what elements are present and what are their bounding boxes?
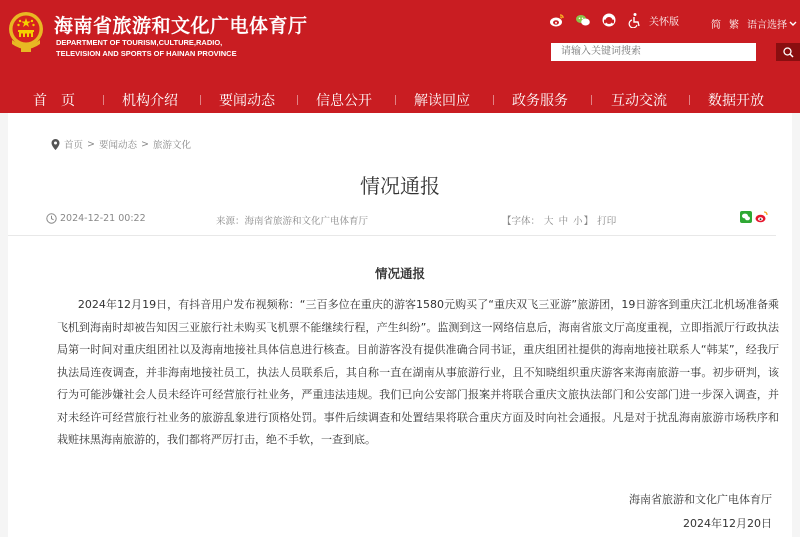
- nav-item-info-disclosure[interactable]: 信息公开: [316, 93, 372, 109]
- nav-divider: [297, 95, 298, 105]
- breadcrumb-news[interactable]: 要闻动态: [98, 140, 137, 151]
- share-buttons: [740, 211, 768, 223]
- article-meta: [36, 213, 786, 233]
- search-icon: [783, 47, 794, 58]
- nav-item-interpretation[interactable]: 解读回应: [414, 93, 470, 109]
- search-input[interactable]: [551, 43, 756, 61]
- font-medium-button[interactable]: 中: [558, 216, 569, 227]
- clock-icon: [46, 213, 57, 224]
- nav-item-open-data[interactable]: 数据开放: [708, 93, 764, 109]
- nav-divider: [200, 95, 201, 105]
- font-size-controls: [502, 213, 617, 227]
- font-large-button[interactable]: 大: [544, 216, 554, 227]
- main-nav: [0, 86, 800, 113]
- breadcrumb-home[interactable]: 首页: [64, 140, 84, 151]
- nav-item-about[interactable]: 机构介绍: [122, 93, 178, 109]
- top-icon-bar: [549, 12, 679, 28]
- nav-divider: [103, 95, 104, 105]
- site-subtitle-line1: DEPARTMENT OF TOURISM,CULTURE,RADIO,: [56, 38, 223, 47]
- article-heading: 情况通报: [374, 266, 425, 281]
- font-label-open: 【字体：: [502, 216, 541, 227]
- nav-item-news[interactable]: 要闻动态: [219, 93, 275, 109]
- accessibility-icon[interactable]: [627, 12, 643, 28]
- article-body: 2024年12月19日，有抖音用户发布视频称：“三百多位在重庆的游客1580元购买了“重庆双飞三亚游”旅游团，19日游客到重庆江北机场准备乘飞机到海南时却被告知因三亚旅行社未购买飞机票不能继续行程，产生纠纷”。监测到这一网络信息后，海南省旅文厅高度重视，立即指派厅行政执法局第一时间对重庆组团社以及海南地接社具体信息进行核查。目前游客没有提供准确合同书证，重庆组团社提供的海南地接社联系人“韩某”，经我厅执法局连夜调查，并非海南地接社员工，执法人员联系后，其自称一直在湖南从事旅游行业，且不知晓组织重庆游客来海南旅游一事。初步研判，该行为可能涉嫌社会人员未经许可经营旅行社业务，严重违法违规。我们已向公安部门报案并将联合重庆文旅执法部门和公安部门进一步深入调查，并对未经许可经营旅行社业务的旅游乱象进行顶格处罚。事件后续调查和处置结果将联合重庆方面及时向社会通报。凡是对于扰乱海南旅游市场秩序和栽赃抹黑海南旅游的，我们都将严厉打击，绝不手软，一查到底。: [57, 298, 779, 446]
- breadcrumb-separator: >: [141, 138, 149, 150]
- nav-item-home[interactable]: 首 页: [33, 93, 75, 109]
- weibo-share-icon[interactable]: [755, 211, 768, 223]
- source-value: 海南省旅游和文化广电体育厅: [244, 216, 369, 227]
- language-switcher: [711, 16, 797, 31]
- breadcrumb: [51, 137, 191, 151]
- breadcrumb-tourism-culture[interactable]: 旅游文化: [152, 140, 191, 151]
- headset-service-icon[interactable]: [601, 12, 617, 28]
- chevron-down-icon[interactable]: [789, 21, 797, 27]
- care-mode-link[interactable]: 关怀版: [649, 16, 679, 28]
- simplified-chinese-link[interactable]: 简: [711, 20, 721, 31]
- nav-divider: [689, 95, 690, 105]
- wechat-share-icon[interactable]: [740, 211, 752, 223]
- site-title[interactable]: 海南省旅游和文化广电体育厅: [54, 15, 308, 37]
- wechat-icon[interactable]: [575, 12, 591, 28]
- nav-item-services[interactable]: 政务服务: [512, 93, 568, 109]
- publish-date: [46, 213, 146, 224]
- national-emblem-logo[interactable]: [7, 10, 45, 54]
- weibo-icon[interactable]: [549, 12, 565, 28]
- search-button[interactable]: [776, 43, 800, 61]
- traditional-chinese-link[interactable]: 繁: [729, 20, 739, 31]
- print-button[interactable]: 打印: [597, 216, 617, 227]
- signature-org: 海南省旅游和文化广电体育厅: [629, 493, 772, 506]
- nav-divider: [591, 95, 592, 105]
- font-label-close: 】: [583, 216, 594, 227]
- publish-date-text: 2024-12-21 00:22: [60, 213, 146, 224]
- source-label: 来源：: [216, 216, 245, 227]
- nav-divider: [395, 95, 396, 105]
- source: [216, 213, 368, 227]
- breadcrumb-separator: >: [87, 138, 95, 150]
- nav-divider: [493, 95, 494, 105]
- site-subtitle-line2: TELEVISION AND SPORTS OF HAINAN PROVINCE: [56, 49, 237, 58]
- location-pin-icon: [51, 139, 60, 150]
- language-select[interactable]: 语言选择: [747, 20, 787, 31]
- content-panel: [8, 113, 792, 537]
- meta-divider: [8, 235, 776, 236]
- font-small-button[interactable]: 小: [573, 216, 583, 227]
- page-title: 情况通报: [360, 174, 440, 198]
- nav-item-interaction[interactable]: 互动交流: [611, 93, 667, 109]
- site-header: [0, 0, 800, 113]
- article-signature: [629, 488, 772, 536]
- signature-date: 2024年12月20日: [683, 517, 772, 530]
